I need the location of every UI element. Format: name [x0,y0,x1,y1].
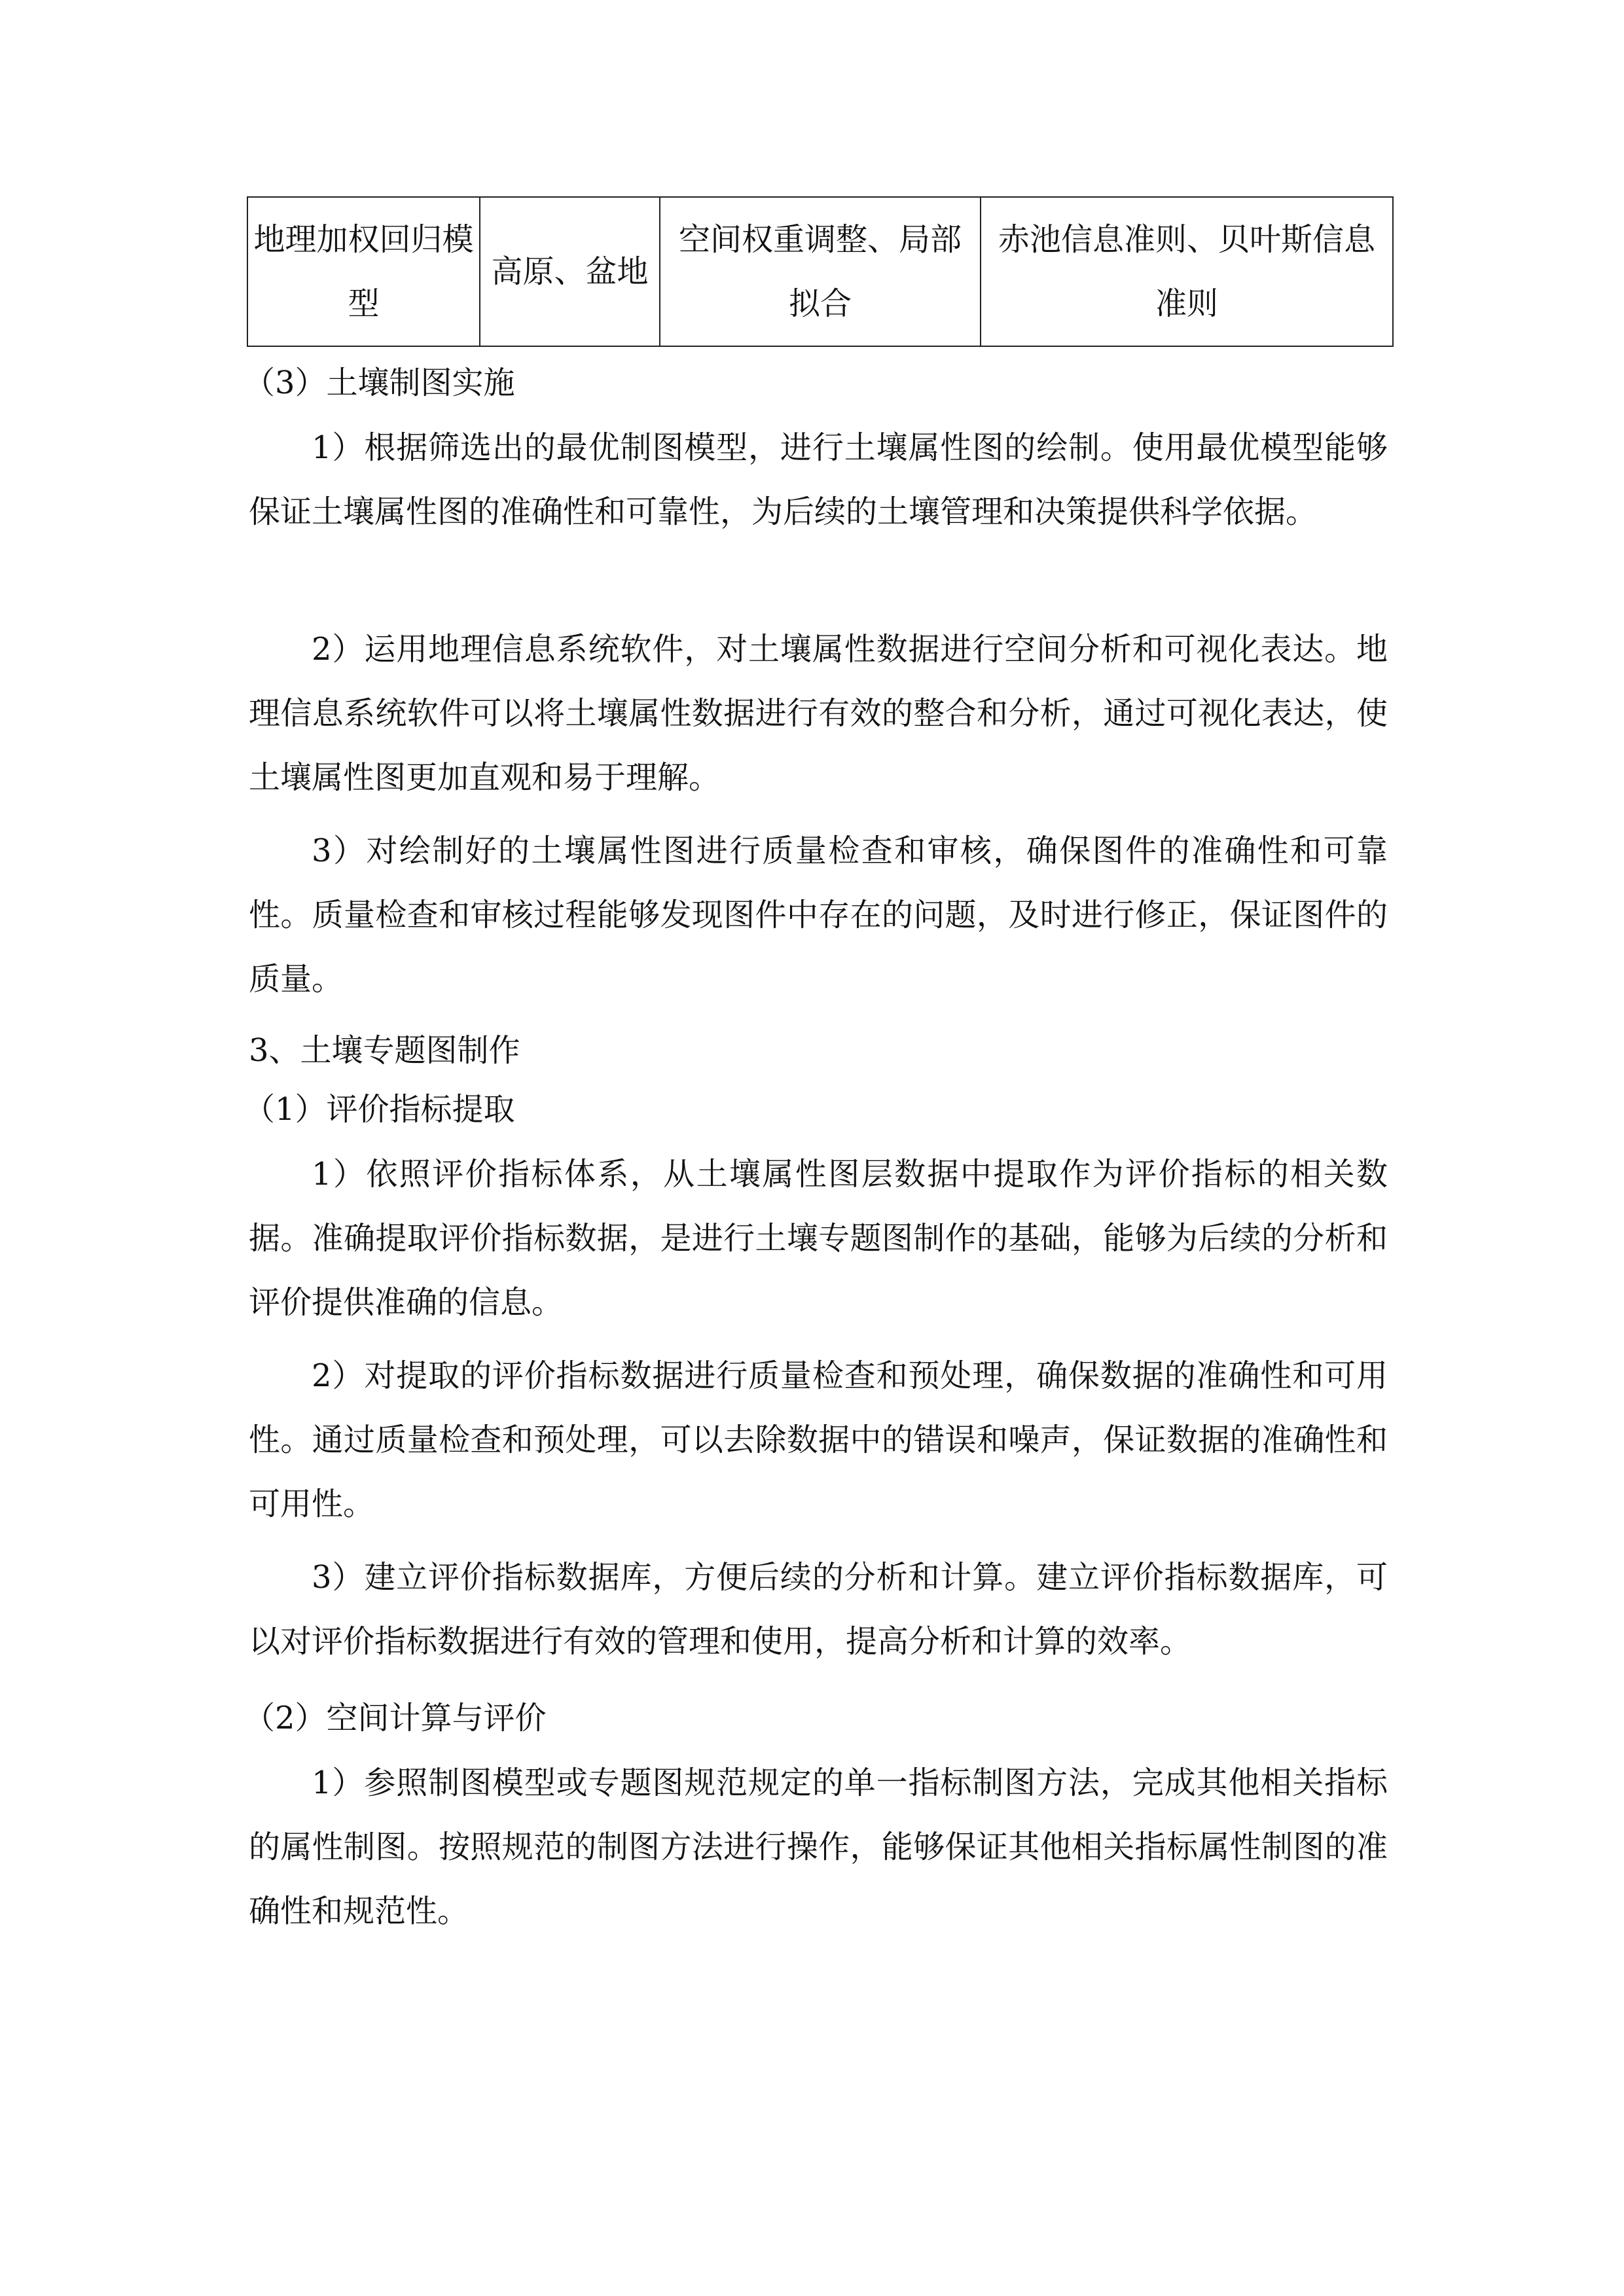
section-heading-spatial-calculation: （2）空间计算与评价 [244,1700,547,1736]
section-heading-soil-mapping: （3）土壤制图实施 [244,365,515,401]
paragraph: 1）参照制图模型或专题图规范规定的单一指标制图方法，完成其他相关指标的属性制图。按照规范的制图方法进行操作，能够保证其他相关指标属性制图的准确性和规范性。 [249,1765,1388,1929]
table-row [247,197,1393,346]
paragraph: 3）建立评价指标数据库，方便后续的分析和计算。建立评价指标数据库，可以对评价指标数据进行有效的管理和使用，提高分析和计算的效率。 [249,1559,1388,1660]
paragraph: 2）对提取的评价指标数据进行质量检查和预处理，确保数据的准确性和可用性。通过质量检查和预处理，可以去除数据中的错误和噪声，保证数据的准确性和可用性。 [249,1357,1388,1522]
model-table [247,196,1394,347]
paragraph: 1）依照评价指标体系，从土壤属性图层数据中提取作为评价指标的相关数据。准确提取评价指标数据，是进行土壤专题图制作的基础，能够为后续的分析和评价提供准确的信息。 [249,1156,1388,1321]
paragraph: 1）根据筛选出的最优制图模型，进行土壤属性图的绘制。使用最优模型能够保证土壤属性图的准确性和可靠性，为后续的土壤管理和决策提供科学依据。 [249,429,1388,530]
table-cell-terrain: 高原、盆地 [480,197,660,346]
paragraph: 3）对绘制好的土壤属性图进行质量检查和审核，确保图件的准确性和可靠性。质量检查和审核过程能够发现图件中存在的问题，及时进行修正，保证图件的质量。 [249,833,1388,997]
table-cell-method: 空间权重调整、局部拟合 [660,197,981,346]
chapter-title-thematic-map: 3、土壤专题图制作 [249,1032,520,1069]
table-cell-model: 地理加权回归模型 [247,197,480,346]
paragraph: 2）运用地理信息系统软件，对土壤属性数据进行空间分析和可视化表达。地理信息系统软件可以将土壤属性数据进行有效的整合和分析，通过可视化表达，使土壤属性图更加直观和易于理解。 [249,631,1388,796]
table-cell-criteria: 赤池信息准则、贝叶斯信息准则 [981,197,1393,346]
section-heading-indicator-extraction: （1）评价指标提取 [244,1091,515,1128]
